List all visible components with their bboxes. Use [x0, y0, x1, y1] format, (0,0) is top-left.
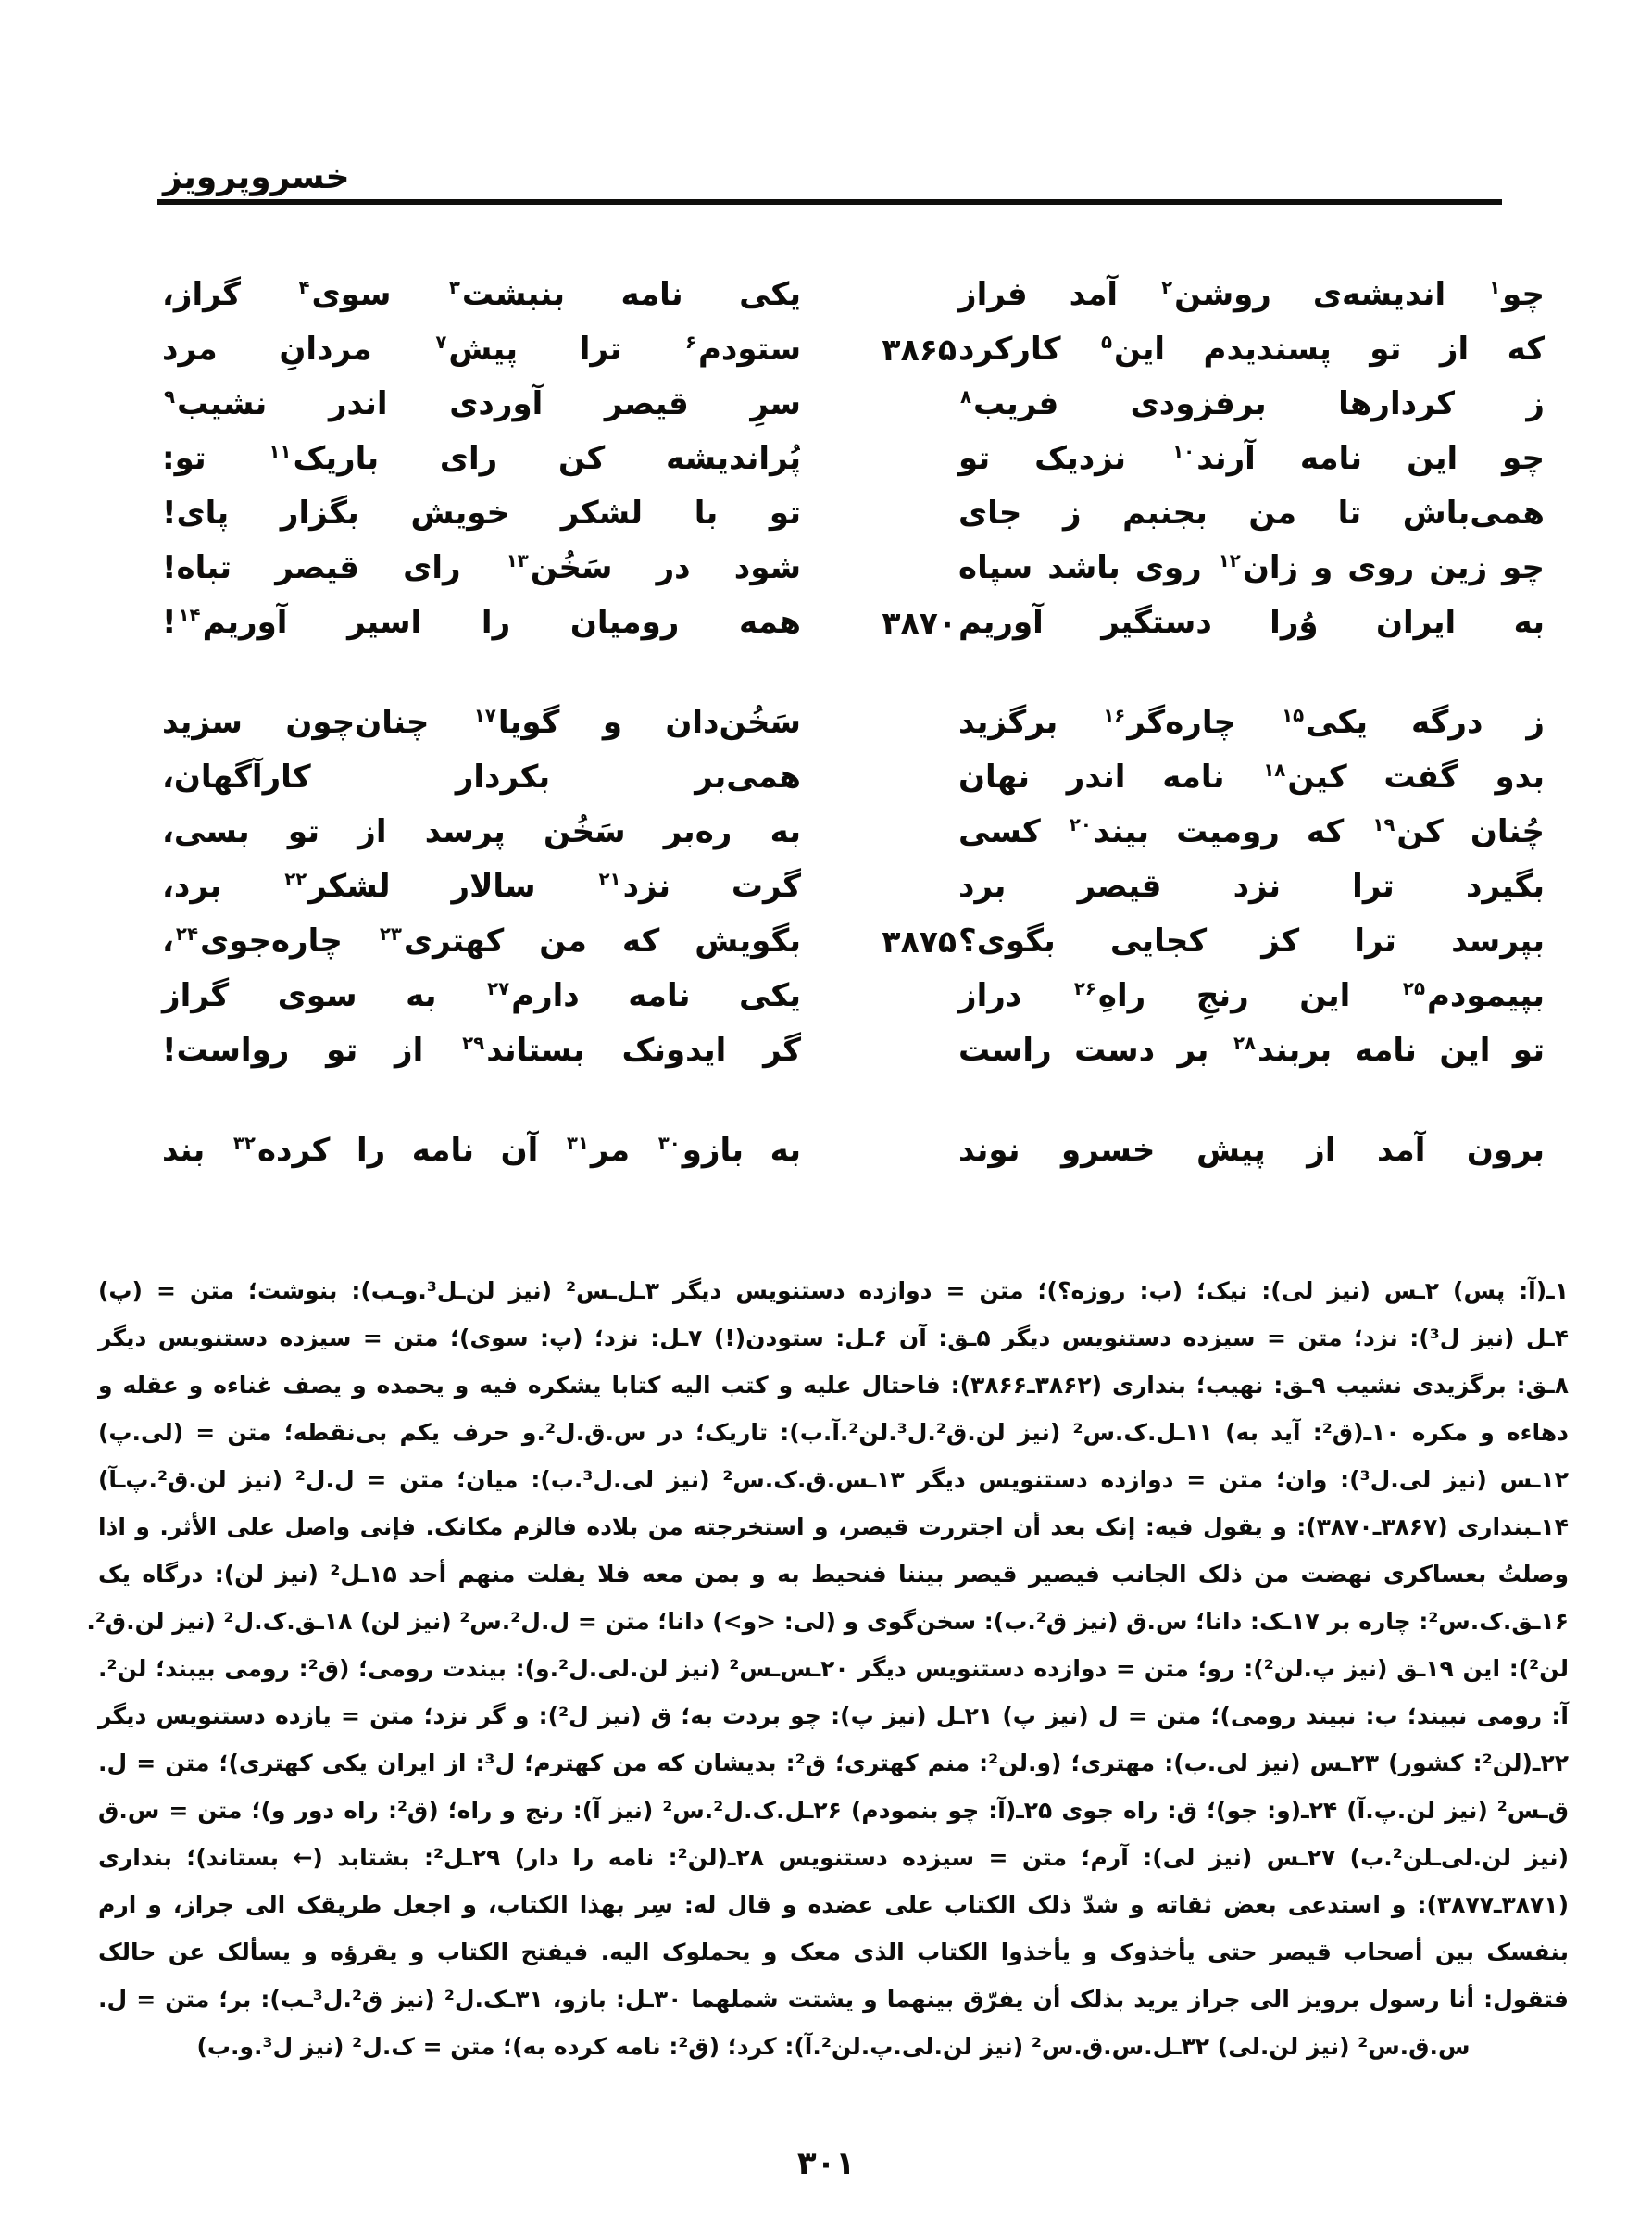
- critical-apparatus: [86, 1267, 1570, 2070]
- footnote-line: ۱ـ(آ: پس) ۲ـس (نیز لی): نیک؛ (ب: روزه؟)؛ متن = دوازده دستنویس دیگر ۳ـل‌ـس² (نیز لن‌ـل³.و‌ـب): بنوشت؛ متن = (پ): [98, 1277, 1569, 1304]
- verse-number: ۳۸۶۵: [882, 332, 957, 368]
- hemistich-first: بپرسد ترا کز کجایی بگوی؟: [958, 922, 1545, 960]
- hemistich-second: به بازو$^{۳۰}$ مر$^{۳۱}$ آن نامه را کرده$^{۳۲}$ بند: [162, 1132, 801, 1169]
- hemistich-second: همی‌بر بکردار کارآگهان،: [162, 759, 801, 796]
- verse-number: [857, 541, 957, 596]
- hemistich-first: چو$^۱$ اندیشه‌ی روشن$^۲$ آمد فراز: [958, 276, 1545, 313]
- verse-row: [162, 1123, 1545, 1178]
- footnote-line: ۸ـق: برگزیدی نشیب ۹ـق: نهیب؛ بنداری (۳۸۶۲ـ۳۸۶۶): فاحتال علیه و کتب الیه کتابا یشکره فیه و یحمده و یصف غناءه و عقله و: [98, 1372, 1569, 1399]
- verse-row: [162, 1023, 1545, 1078]
- hemistich-first: ز درگه یکی$^{۱۵}$ چاره‌گر$^{۱۶}$ برگزید: [958, 704, 1545, 741]
- page-header-title: خسروپرویز: [163, 158, 350, 196]
- verse-number: [857, 805, 957, 860]
- footnote-line: ۱۶ـق.ک.س²: چاره بر ۱۷ـک: دانا؛ س.ق (نیز ق².ب): سخن‌گوی و (لی: <و>) دانا؛ متن = ل.ل².س² (نیز لن) ۱۸ـق.ک.ل² (نیز لن.ق².: [86, 1608, 1569, 1635]
- footnote-line: س.ق.س² (نیز لن.لی) ۳۲ـل.س.ق.س² (نیز لن.لی.پ.لن².آ): کرد؛ (ق²: نامه کرده به)؛ متن = ک.ل² (نیز ل³.و.ب): [196, 2033, 1471, 2060]
- verse-row: [162, 750, 1545, 805]
- hemistich-first: چو زین روی و زان$^{۱۲}$ روی باشد سپاه: [958, 549, 1546, 586]
- verse-row: [162, 805, 1545, 860]
- hemistich-second: ستودم$^۶$ ترا پیش$^۷$ مردانِ مرد: [162, 331, 801, 368]
- footnote-line: دهاءه و مکره ۱۰ـ(ق²: آید به) ۱۱ـل.ک.س² (نیز لن.ق².ل³.لن².آ.ب): تاریک؛ در س.ق.ل².و حرف یکم بی‌نقطه؛ متن = (لی.پ): [98, 1419, 1570, 1446]
- hemistich-first: به ایران وُرا دستگیر آوریم: [958, 604, 1545, 641]
- footnote-line: آ: رومی نبیند؛ ب: نبیند رومی)؛ متن = ل (نیز پ) ۲۱ـل (نیز پ): چو بردت به؛ ق (نیز ل²): و گر نزد؛ متن = یازده دستنویس دیگر: [98, 1702, 1569, 1729]
- footnote-line: ۱۲ـس (نیز لی.ل³): وان؛ متن = دوازده دستنویس دیگر ۱۳ـس.ق.ک.س² (نیز لی.ل³.ب): میان؛ متن = ل.ل² (نیز لن.ق².پ‌ـآ): [98, 1466, 1569, 1493]
- verse-number: [857, 486, 957, 541]
- hemistich-second: سرِ قیصر آوردی اندر نشیب$^۹$: [164, 385, 801, 422]
- hemistich-first: چُنان کن$^{۱۹}$ که رومیت بیند$^{۲۰}$ کسی: [958, 813, 1546, 850]
- page-number: ۳۰۱: [796, 2145, 856, 2182]
- verse-row: [162, 914, 1545, 969]
- hemistich-first: بپیمودم$^{۲۵}$ این رنجِ راهِ$^{۲۶}$ دراز: [958, 977, 1545, 1014]
- verse-number: [857, 1023, 957, 1078]
- hemistich-first: تو این نامه بربند$^{۲۸}$ بر دست راست: [958, 1032, 1545, 1069]
- hemistich-first: چو این نامه آرند$^{۱۰}$ نزدیک تو: [958, 440, 1546, 477]
- header-rule: [157, 199, 1502, 205]
- verse-row: [162, 541, 1545, 596]
- hemistich-second: گر ایدونک بستاند$^{۲۹}$ از تو رواست!: [162, 1032, 801, 1069]
- verse-number: [857, 860, 957, 914]
- hemistich-first: برون آمد از پیش خسرو نوند: [958, 1132, 1545, 1169]
- hemistich-second: به ره‌بر سَخُن پرسد از تو بسی،: [162, 813, 801, 850]
- footnote-line: لن²): این ۱۹ـق (نیز پ.لن²): رو؛ متن = دوازده دستنویس دیگر ۲۰ـس‌ـس² (نیز لن.لی.ل².و): بیندت رومی؛ (ق²: رومی بیبند؛ لن².: [98, 1655, 1570, 1682]
- verse-number: ۳۸۷۵: [882, 923, 957, 960]
- footnote-line: بنفسک بین أصحاب قیصر حتی یأخذوک و یأخذوا الکتاب الذی معک و یحملوک الیه. فیفتح الکتاب و یقرؤه و یسألک عن حالک: [98, 1939, 1569, 1965]
- verse-row: [162, 969, 1545, 1023]
- hemistich-first: که از تو پسندیدم این$^۵$ کارکرد: [958, 331, 1545, 368]
- verse-row: [162, 432, 1545, 486]
- verse-number: [857, 1123, 957, 1178]
- verse-row: [162, 268, 1545, 322]
- verse-number: [857, 432, 957, 486]
- hemistich-first: همی‌باش تا من بجنبم ز جای: [958, 495, 1545, 532]
- hemistich-second: شود در سَخُن$^{۱۳}$ رای قیصر تباه!: [162, 549, 802, 586]
- verse-row: [162, 596, 1545, 650]
- verse-row: [162, 486, 1545, 541]
- verse-number: [857, 377, 957, 432]
- verse-row: [162, 860, 1545, 914]
- verse-number: ۳۸۷۰: [882, 605, 957, 641]
- footnote-line: ۴ـل (نیز ل³): نزد؛ متن = سیزده دستنویس دیگر ۵ـق: آن ۶ـل: ستودن(!) ۷ـل: نزد؛ (پ: سوی)؛ متن = سیزده دستنویس دیگر: [98, 1324, 1569, 1351]
- verse-number: [857, 750, 957, 805]
- footnote-line: (۳۸۷۱ـ۳۸۷۷): و استدعی بعض ثقاته و شدّ ذلک الکتاب علی عضده و قال له: سِر بهذا الکتاب، و اجعل طریقک الی جراز، و ارم: [98, 1891, 1569, 1918]
- footnote-line: ق‌ـس² (نیز لن.پ.آ) ۲۴ـ(و: جو)؛ ق: راه جوی ۲۵ـ(آ: چو بنمودم) ۲۶ـل.ک.ل².س² (نیز آ): رنج و راه؛ (ق²: راه دور و)؛ متن = س.ق: [98, 1797, 1569, 1824]
- verse-number: [857, 696, 957, 750]
- verse-row: [162, 696, 1545, 750]
- footnote-line: فتقول: أنا رسول برویز الی جراز یرید بذلک أن یفرّق بینهما و یشتت شملهما ۳۰ـل: بازو، ۳۱ـک.ل² (نیز ق².ل³‌ـب): بر؛ متن = ل.: [98, 1986, 1570, 2013]
- hemistich-first: بگیرد ترا نزد قیصر برد: [958, 868, 1545, 905]
- hemistich-second: گرت نزد$^{۲۱}$ سالار لشکر$^{۲۲}$ برد،: [162, 868, 801, 905]
- verse-row: [162, 377, 1545, 432]
- verse-number: [857, 969, 957, 1023]
- poem-columns: [162, 268, 1545, 1178]
- hemistich-second: یکی نامه بنبشت$^۳$ سوی$^۴$ گراز،: [162, 276, 802, 313]
- hemistich-second: تو با لشکر خویش بگزار پای!: [162, 495, 801, 532]
- footnote-line: ۱۴ـبنداری (۳۸۶۷ـ۳۸۷۰): و یقول فیه: إنک بعد أن اجتررت قیصر، و استخرجته من بلاده فالزم مکانک. فإنی واصل علی الأثر. و اذا: [98, 1513, 1569, 1540]
- verse-number: [857, 268, 957, 322]
- verse-row: [162, 322, 1545, 377]
- hemistich-second: بگویش که من کهتری$^{۲۳}$ چاره‌جوی$^{۲۴}$،: [162, 922, 801, 960]
- footnote-line: (نیز لن.لی‌ـلن².ب) ۲۷ـس (نیز لی): آرم؛ متن = سیزده دستنویس ۲۸ـ(لن²: نامه را دار) ۲۹ـل²: بشتابد (← بستاند)؛ بنداری: [98, 1844, 1569, 1871]
- footnote-line: وصلتُ بعساکری نهضت من ذلک الجانب فیصیر قیصر بیننا فنحیط به و بمن معه فلا یفلت منهم أحد ۱۵ـل² (نیز لن): درگاه یک: [98, 1561, 1569, 1588]
- hemistich-second: سَخُن‌دان و گویا$^{۱۷}$ چنان‌چون سزید: [162, 704, 801, 741]
- hemistich-second: یکی نامه دارم$^{۲۷}$ به سوی گراز: [162, 977, 801, 1014]
- hemistich-second: پُراندیشه کن رای باریک$^{۱۱}$ تو:: [162, 440, 801, 477]
- hemistich-second: همه رومیان را اسیر آوریم$^{۱۴}$!: [162, 604, 801, 641]
- hemistich-first: ز کردارها برفزودی فریب$^۸$: [960, 385, 1545, 422]
- footnote-line: ۲۲ـ(لن²: کشور) ۲۳ـس (نیز لی.ب): مهتری؛ (و.لن²: منم کهتری؛ ق²: بدیشان که من کهترم؛ ل³: از ایران یکی کهتری)؛ متن = ل.: [98, 1750, 1569, 1776]
- hemistich-first: بدو گفت کین$^{۱۸}$ نامه اندر نهان: [958, 759, 1545, 796]
